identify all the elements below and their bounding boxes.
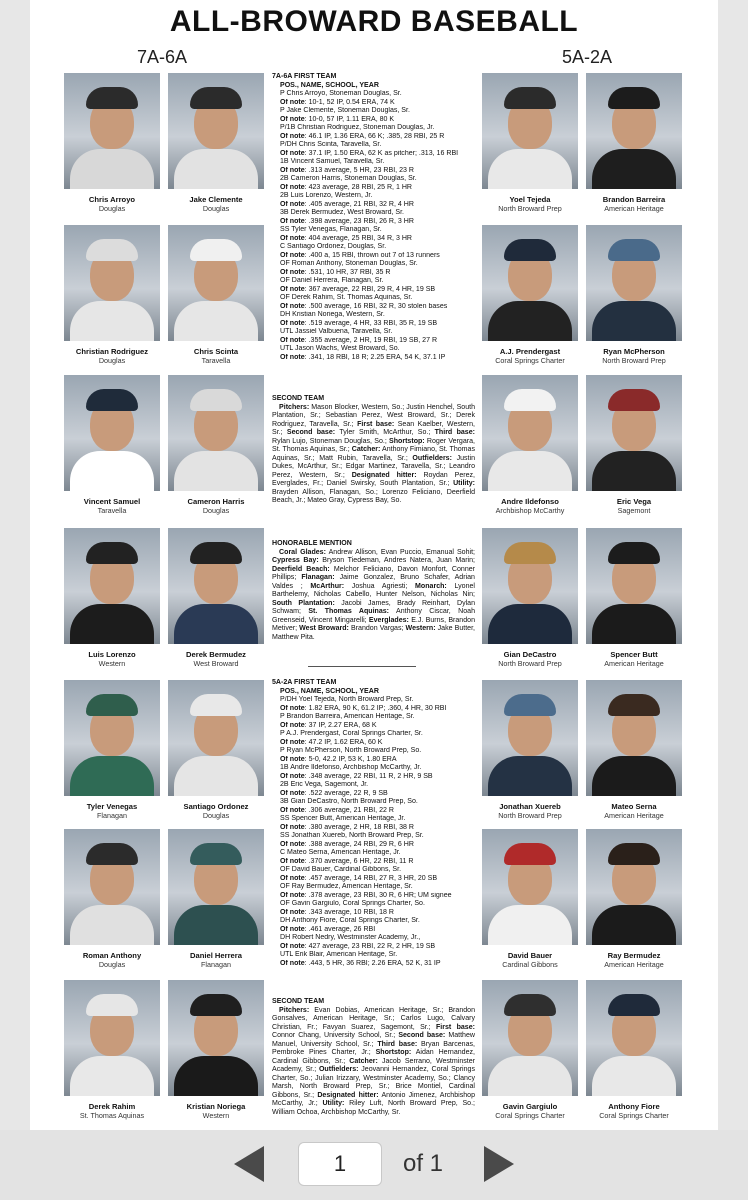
player-card — [586, 528, 682, 668]
player-photo — [482, 980, 578, 1096]
player-card — [482, 375, 578, 515]
player-cap — [608, 843, 660, 865]
player-card — [482, 528, 578, 668]
previous-page-button[interactable] — [234, 1146, 264, 1182]
page-total-label: of 1 — [403, 1150, 444, 1177]
player-photo — [482, 375, 578, 491]
player-photo — [64, 980, 160, 1096]
player-name: Christian Rodriguez — [75, 347, 149, 356]
player-entry: UTL Jason Wachs, West Broward, So. — [280, 345, 400, 352]
player-school: Coral Springs Charter — [495, 1111, 565, 1120]
player-photo — [64, 829, 160, 945]
player-card — [64, 980, 160, 1120]
player-cap — [190, 694, 242, 716]
player-photo — [586, 680, 682, 796]
player-card — [168, 73, 264, 213]
player-name: Jake Clemente — [189, 195, 243, 204]
player-name: Spencer Butt — [610, 650, 658, 659]
player-jersey — [174, 756, 258, 796]
player-entry: DH Kristian Noriega, Western, Sr. — [280, 311, 385, 318]
player-jersey — [592, 905, 676, 945]
player-card — [586, 980, 682, 1120]
stat-line: Of note: 10-1, 52 IP, 0.54 ERA, 74 K — [280, 98, 395, 106]
player-cap — [504, 87, 556, 109]
stat-line: Of note: .370 average, 6 HR, 22 RBI, 11 R — [280, 857, 414, 865]
player-entry: OF Ray Bermudez, American Heritage, Sr. — [280, 883, 413, 890]
player-name: Roman Anthony — [82, 951, 142, 960]
player-jersey — [174, 301, 258, 341]
player-photo — [64, 225, 160, 341]
player-photo — [586, 73, 682, 189]
player-school: Douglas — [98, 356, 126, 365]
player-entry: P Ryan McPherson, North Broward Prep, So. — [280, 747, 422, 754]
player-name: Anthony Fiore — [608, 1102, 660, 1111]
player-card — [64, 375, 160, 515]
player-photo — [482, 829, 578, 945]
player-card — [64, 225, 160, 365]
player-school: American Heritage — [604, 659, 664, 668]
player-jersey — [70, 604, 154, 644]
left-column-header: 7A-6A — [137, 47, 188, 67]
player-cap — [86, 239, 138, 261]
player-entry: 3B Gian DeCastro, North Broward Prep, So. — [280, 798, 418, 805]
player-cap — [608, 994, 660, 1016]
player-photo — [168, 680, 264, 796]
player-card — [482, 829, 578, 969]
section-title: SECOND TEAM — [272, 395, 325, 402]
player-entry: SS Tyler Venegas, Flanagan, Sr. — [280, 226, 382, 233]
player-card — [586, 73, 682, 213]
stat-line: Of note: 10-0, 57 IP, 1.11 ERA, 80 K — [280, 115, 395, 123]
player-jersey — [488, 756, 572, 796]
player-cap — [608, 87, 660, 109]
player-photo — [168, 375, 264, 491]
player-jersey — [592, 149, 676, 189]
player-entry: OF Daniel Herrera, Flanagan, Sr. — [280, 277, 384, 284]
player-school: Douglas — [202, 811, 230, 820]
player-entry: OF David Bauer, Cardinal Gibbons, Sr. — [280, 866, 402, 873]
player-cap — [608, 542, 660, 564]
player-card — [168, 528, 264, 668]
player-name: Gian DeCastro — [503, 650, 557, 659]
player-cap — [504, 239, 556, 261]
player-school: American Heritage — [604, 960, 664, 969]
newspaper-page — [30, 0, 718, 1130]
player-jersey — [70, 1056, 154, 1096]
section-text: Pitchers: Evan Dobias, American Heritage, Sr.; Brandon Gonsalves, American Heritage, Sr.; Carlos Lugo, Calvary Christian, Fr.; Favyan Suarez, Sagemont, Sr.; First base: Connor Chang, University School, Sr.; Second base: Matthew Manuel, University School, Sr.; Third base: Bryan Barcenas, Pembroke Pines Charter, Jr.; Shortstop: Aidan Hernandez, Cardinal Gibbons, Sr.; Catcher: Jacob Serrano, Westminster Academy, Sr.; Outfielders: Jeovanni Hernandez, Coral Springs Charter, So.; Julian Irizzary, Westminster Academy, So.; Clancy Marsh, North Broward Prep, Sr.; Brice Montiel, Cardinal Gibbons, Sr.; Designated hitter: Antonio Jimenez, Archbishop McCarthy, Jr.; Utility: Riley Luft, North Broward Prep, So.; William Ochoa, Archbishop McCarthy, Sr. — [272, 1006, 475, 1116]
player-school: Coral Springs Charter — [495, 356, 565, 365]
player-entry: P/1B Christian Rodriguez, Stoneman Douglas, Jr. — [280, 124, 435, 131]
player-card — [586, 829, 682, 969]
player-jersey — [592, 301, 676, 341]
player-name: Santiago Ordonez — [183, 802, 249, 811]
player-entry: P A.J. Prendergast, Coral Springs Charter, Sr. — [280, 730, 423, 737]
player-jersey — [174, 149, 258, 189]
section-subhead: POS., NAME, SCHOOL, YEAR — [280, 687, 379, 695]
player-card — [586, 375, 682, 515]
second-team-7a6a — [272, 395, 475, 506]
player-jersey — [488, 905, 572, 945]
second-team-5a2a — [272, 998, 475, 1117]
section-title: SECOND TEAM — [272, 998, 325, 1005]
player-cap — [608, 694, 660, 716]
player-name: Mateo Serna — [611, 802, 657, 811]
player-card — [168, 980, 264, 1120]
player-entry: SS Spencer Butt, American Heritage, Jr. — [280, 815, 406, 822]
stat-line: Of note: .400 a, 15 RBI, thrown out 7 of 13 runners — [280, 251, 440, 259]
first-team-7a6a — [272, 73, 475, 362]
player-name: Jonathan Xuereb — [499, 802, 561, 811]
player-cap — [504, 542, 556, 564]
player-school: North Broward Prep — [498, 811, 562, 820]
stat-line: Of note: 5-0, 42.2 IP, 53 K, 1.80 ERA — [280, 755, 397, 763]
stat-line: Of note: .388 average, 24 RBI, 29 R, 6 HR — [280, 840, 414, 848]
player-name: Ray Bermudez — [607, 951, 661, 960]
stat-line: Of note: .380 average, 2 HR, 18 RBI, 38 R — [280, 823, 414, 831]
player-school: Douglas — [202, 506, 230, 515]
stat-line: Of note: 404 average, 25 RBI, 34 R, 3 HR — [280, 234, 412, 242]
player-photo — [64, 375, 160, 491]
stat-line: Of note: .341, 18 RBI, 18 R; 2.25 ERA, 54 K, 37.1 IP — [280, 353, 446, 361]
player-name: Daniel Herrera — [190, 951, 242, 960]
stat-line: Of note: .457 average, 14 RBI, 27 R, 3 HR, 20 SB — [280, 874, 438, 882]
player-entry: P Chris Arroyo, Stoneman Douglas, Sr. — [280, 90, 402, 97]
player-jersey — [592, 756, 676, 796]
player-photo — [482, 73, 578, 189]
player-entry: DH Robert Nedry, Westminster Academy, Jr., — [280, 934, 421, 941]
player-name: Cameron Harris — [187, 497, 245, 506]
player-card — [168, 375, 264, 515]
player-school: West Broward — [193, 659, 239, 668]
player-name: Tyler Venegas — [86, 802, 138, 811]
player-school: Archbishop McCarthy — [495, 506, 565, 515]
stat-line: Of note: 427 average, 23 RBI, 22 R, 2 HR, 19 SB — [280, 942, 436, 950]
player-jersey — [488, 451, 572, 491]
player-card — [64, 73, 160, 213]
player-jersey — [592, 1056, 676, 1096]
stat-line: Of note: 423 average, 28 RBI, 25 R, 1 HR — [280, 183, 412, 191]
player-school: Douglas — [98, 204, 126, 213]
player-cap — [86, 87, 138, 109]
section-title: 5A-2A FIRST TEAM — [272, 679, 337, 686]
player-entry: P Jake Clemente, Stoneman Douglas, Sr. — [280, 107, 410, 114]
player-entry: P Brandon Barreira, American Heritage, Sr. — [280, 713, 415, 720]
player-photo — [586, 980, 682, 1096]
player-jersey — [488, 149, 572, 189]
right-column-header: 5A-2A — [562, 47, 613, 67]
player-name: Ryan McPherson — [603, 347, 665, 356]
player-jersey — [70, 301, 154, 341]
player-jersey — [488, 301, 572, 341]
player-school: Western — [98, 659, 126, 668]
section-title: HONORABLE MENTION — [272, 540, 352, 547]
player-entry: UTL Erik Blair, American Heritage, Sr. — [280, 951, 398, 958]
player-jersey — [488, 604, 572, 644]
player-school: Sagemont — [617, 506, 651, 515]
player-school: American Heritage — [604, 811, 664, 820]
stat-line: Of note: 1.82 ERA, 90 K, 61.2 IP; .360, 4 HR, 30 RBI — [280, 704, 447, 712]
player-jersey — [70, 451, 154, 491]
player-name: Eric Vega — [616, 497, 652, 506]
player-school: North Broward Prep — [498, 659, 562, 668]
player-school: North Broward Prep — [602, 356, 666, 365]
player-cap — [86, 994, 138, 1016]
player-photo — [168, 225, 264, 341]
player-photo — [168, 829, 264, 945]
stat-line: Of note: .348 average, 22 RBI, 11 R, 2 HR, 9 SB — [280, 772, 433, 780]
player-jersey — [488, 1056, 572, 1096]
player-school: St. Thomas Aquinas — [79, 1111, 145, 1120]
player-card — [64, 528, 160, 668]
player-name: David Bauer — [507, 951, 553, 960]
stat-line: Of note: .519 average, 4 HR, 33 RBI, 35 R, 19 SB — [280, 319, 438, 327]
player-cap — [504, 389, 556, 411]
player-name: Chris Arroyo — [88, 195, 136, 204]
section-text: Pitchers: Mason Blocker, Western, So.; Justin Henchel, South Plantation, Sr.; Sebastian Perez, West Broward, Sr.; Derek Rodriguez, Taravella, Sr.; First base: Sean Kaelber, Western, Sr.; Second base: Tyler Smith, McArthur, So.; Third base: Rylan Lujo, Stoneman Douglas, So.; Shortstop: Roger Vergara, St. Thomas Aquinas, Sr.; Catcher: Anthony Fimiano, St. Thomas Aquinas, Sr.; Matt Rubin, Taravella, Sr.; Outfielders: Justin Dukes, McArthur, Sr.; Edgar Martinez, Taravella, Sr.; Leandro Perez, Western, Sr.; Designated hitter: Roydan Perez, Everglades, Fr.; Daniel Swirsky, South Plantation, Sr.; Utility: Brayden Allison, Flanagan, So.; Lorenzo Feliciano, Deerfield Beach, Jr.; Mateo Gray, Cypress Bay, So. — [272, 403, 476, 504]
player-entry: P/DH Yoel Tejeda, North Broward Prep, Sr. — [280, 696, 414, 703]
player-cap — [190, 994, 242, 1016]
player-photo — [168, 73, 264, 189]
player-school: Douglas — [202, 204, 230, 213]
stat-line: Of note: 37.1 IP, 1.50 ERA, 62 K as pitcher; .313, 16 RBI — [280, 149, 459, 157]
player-cap — [86, 542, 138, 564]
player-cap — [190, 87, 242, 109]
next-page-button[interactable] — [484, 1146, 514, 1182]
stat-line: Of note: .306 average, 21 RBI, 22 R — [280, 806, 394, 814]
player-jersey — [174, 451, 258, 491]
stat-line: Of note: .378 average, 23 RBI, 30 R, 6 HR; UM signee — [280, 891, 452, 899]
player-name: Luis Lorenzo — [88, 650, 136, 659]
player-photo — [64, 680, 160, 796]
stat-line: Of note: .461 average, 26 RBI — [280, 925, 376, 933]
player-entry: DH Anthony Fiore, Coral Springs Charter, Sr. — [280, 917, 420, 924]
player-entry: 1B Vincent Samuel, Taravella, Sr. — [280, 158, 385, 165]
stat-line: Of note: 47.2 IP, 1.62 ERA, 60 K — [280, 738, 383, 746]
honorable-mention — [272, 540, 475, 642]
player-jersey — [174, 1056, 258, 1096]
player-name: Brandon Barreira — [602, 195, 666, 204]
player-photo — [586, 375, 682, 491]
player-photo — [482, 528, 578, 644]
player-card — [168, 225, 264, 365]
first-team-5a2a — [272, 679, 475, 968]
player-jersey — [70, 149, 154, 189]
player-entry: UTL Jassiel Valbuena, Taravella, Sr. — [280, 328, 393, 335]
page-number-input[interactable] — [298, 1142, 382, 1186]
player-name: Yoel Tejeda — [509, 195, 551, 204]
player-cap — [608, 239, 660, 261]
player-entry: P/DH Chris Scinta, Taravella, Sr. — [280, 141, 382, 148]
player-entry: 2B Luis Lorenzo, Western, Jr. — [280, 192, 373, 199]
player-entry: 3B Derek Bermudez, West Broward, Sr. — [280, 209, 405, 216]
player-jersey — [70, 905, 154, 945]
player-photo — [586, 225, 682, 341]
player-school: Flanagan — [201, 960, 231, 969]
player-photo — [586, 528, 682, 644]
player-entry: OF Roman Anthony, Stoneman Douglas, Sr. — [280, 260, 418, 267]
player-cap — [190, 843, 242, 865]
player-card — [168, 680, 264, 820]
player-school: Western — [202, 1111, 230, 1120]
player-photo — [168, 528, 264, 644]
player-jersey — [174, 905, 258, 945]
section-divider — [308, 666, 416, 667]
player-cap — [86, 843, 138, 865]
player-jersey — [592, 451, 676, 491]
stat-line: Of note: 37 IP, 2.27 ERA, 68 K — [280, 721, 377, 729]
player-school: Douglas — [98, 960, 126, 969]
player-school: Taravella — [201, 356, 231, 365]
player-photo — [482, 225, 578, 341]
player-card — [482, 680, 578, 820]
player-card — [586, 225, 682, 365]
player-entry: C Mateo Serna, American Heritage, Jr. — [280, 849, 401, 856]
player-card — [482, 980, 578, 1120]
section-subhead: POS., NAME, SCHOOL, YEAR — [280, 81, 379, 89]
stat-line: Of note: .405 average, 21 RBI, 32 R, 4 HR — [280, 200, 414, 208]
player-entry: OF Derek Rahim, St. Thomas Aquinas, Sr. — [280, 294, 413, 301]
player-cap — [504, 994, 556, 1016]
player-name: Andre Ildefonso — [501, 497, 559, 506]
player-photo — [586, 829, 682, 945]
player-cap — [190, 239, 242, 261]
player-entry: 2B Eric Vega, Sagemont, Jr. — [280, 781, 369, 788]
stat-line: Of note: .531, 10 HR, 37 RBI, 35 R — [280, 268, 391, 276]
player-name: Chris Scinta — [193, 347, 239, 356]
player-card — [64, 829, 160, 969]
player-photo — [168, 980, 264, 1096]
player-school: Taravella — [97, 506, 127, 515]
player-card — [168, 829, 264, 969]
player-school: North Broward Prep — [498, 204, 562, 213]
section-text: Coral Glades: Andrew Allison, Evan Puccio, Emanual Sohit; Cypress Bay: Bryson Tiedeman, Andres Natera, Juan Marin; Deerfield Beach: Melchor Feliciano, Davon Monfort, Conner Phillips; Flanagan: Jaime Gonzalez, Bruno Schafer, Adrian Valdes ; McArthur: Joshua Agriesti; Monarch: Lyonel Barthelemy, Nicholas Cabello, Hunter Nelson, Nicholas Nin; South Plantation: Jacobi James, Brady Reinhart, Dylan Schwam; St. Thomas Aquinas: Anthony Ciscar, Noah Greenseid, Vincent Mingarelli; Everglades: E.J. Burns, Brandon Metiver; West Broward: Brandon Vargas; Western: Jake Butter, Matthew Pita. — [272, 548, 475, 641]
player-cap — [504, 694, 556, 716]
player-school: Cardinal Gibbons — [502, 960, 558, 969]
stat-line: Of note: 367 average, 22 RBI, 29 R, 4 HR, 19 SB — [280, 285, 436, 293]
player-cap — [190, 389, 242, 411]
player-entry: SS Jonathan Xuereb, North Broward Prep, Sr. — [280, 832, 424, 839]
player-jersey — [592, 604, 676, 644]
player-photo — [64, 73, 160, 189]
player-cap — [504, 843, 556, 865]
player-card — [64, 680, 160, 820]
player-entry: 2B Cameron Harris, Stoneman Douglas, Sr. — [280, 175, 417, 182]
player-school: American Heritage — [604, 204, 664, 213]
player-entry: C Santiago Ordonez, Douglas, Sr. — [280, 243, 387, 250]
player-photo — [64, 528, 160, 644]
player-name: Kristian Noriega — [186, 1102, 246, 1111]
page-headline: ALL-BROWARD BASEBALL — [169, 5, 579, 38]
player-cap — [86, 389, 138, 411]
player-name: Vincent Samuel — [83, 497, 141, 506]
player-jersey — [70, 756, 154, 796]
stat-line: Of note: .313 average, 5 HR, 23 RBI, 23 R — [280, 166, 414, 174]
player-cap — [190, 542, 242, 564]
player-card — [586, 680, 682, 820]
player-card — [482, 225, 578, 365]
stat-line: Of note: .355 average, 2 HR, 19 RBI, 19 SB, 27 R — [280, 336, 438, 344]
player-name: A.J. Prendergast — [499, 347, 561, 356]
player-name: Gavin Gargiulo — [502, 1102, 558, 1111]
stat-line: Of note: .500 average, 16 RBI, 32 R, 30 stolen bases — [280, 302, 448, 310]
player-photo — [482, 680, 578, 796]
section-title: 7A-6A FIRST TEAM — [272, 73, 337, 80]
player-card — [482, 73, 578, 213]
player-cap — [86, 694, 138, 716]
player-entry: OF Gavin Gargiulo, Coral Springs Charter, So. — [280, 900, 425, 907]
player-name: Derek Rahim — [88, 1102, 136, 1111]
stat-line: Of note: 46.1 IP, 1.36 ERA, 66 K; .385, 28 RBI, 25 R — [280, 132, 445, 140]
stat-line: Of note: .343 average, 10 RBI, 18 R — [280, 908, 394, 916]
stat-line: Of note: .398 average, 23 RBI, 26 R, 3 HR — [280, 217, 414, 225]
player-name: Derek Bermudez — [186, 650, 246, 659]
player-jersey — [174, 604, 258, 644]
player-school: Flanagan — [97, 811, 127, 820]
player-school: Coral Springs Charter — [599, 1111, 669, 1120]
stat-line: Of note: .522 average, 22 R, 9 SB — [280, 789, 388, 797]
player-entry: 1B Andre Ildefonso, Archbishop McCarthy, Jr. — [280, 764, 422, 771]
stat-line: Of note: .443, 5 HR, 36 RBI; 2.26 ERA, 52 K, 31 IP — [280, 959, 441, 967]
player-cap — [608, 389, 660, 411]
